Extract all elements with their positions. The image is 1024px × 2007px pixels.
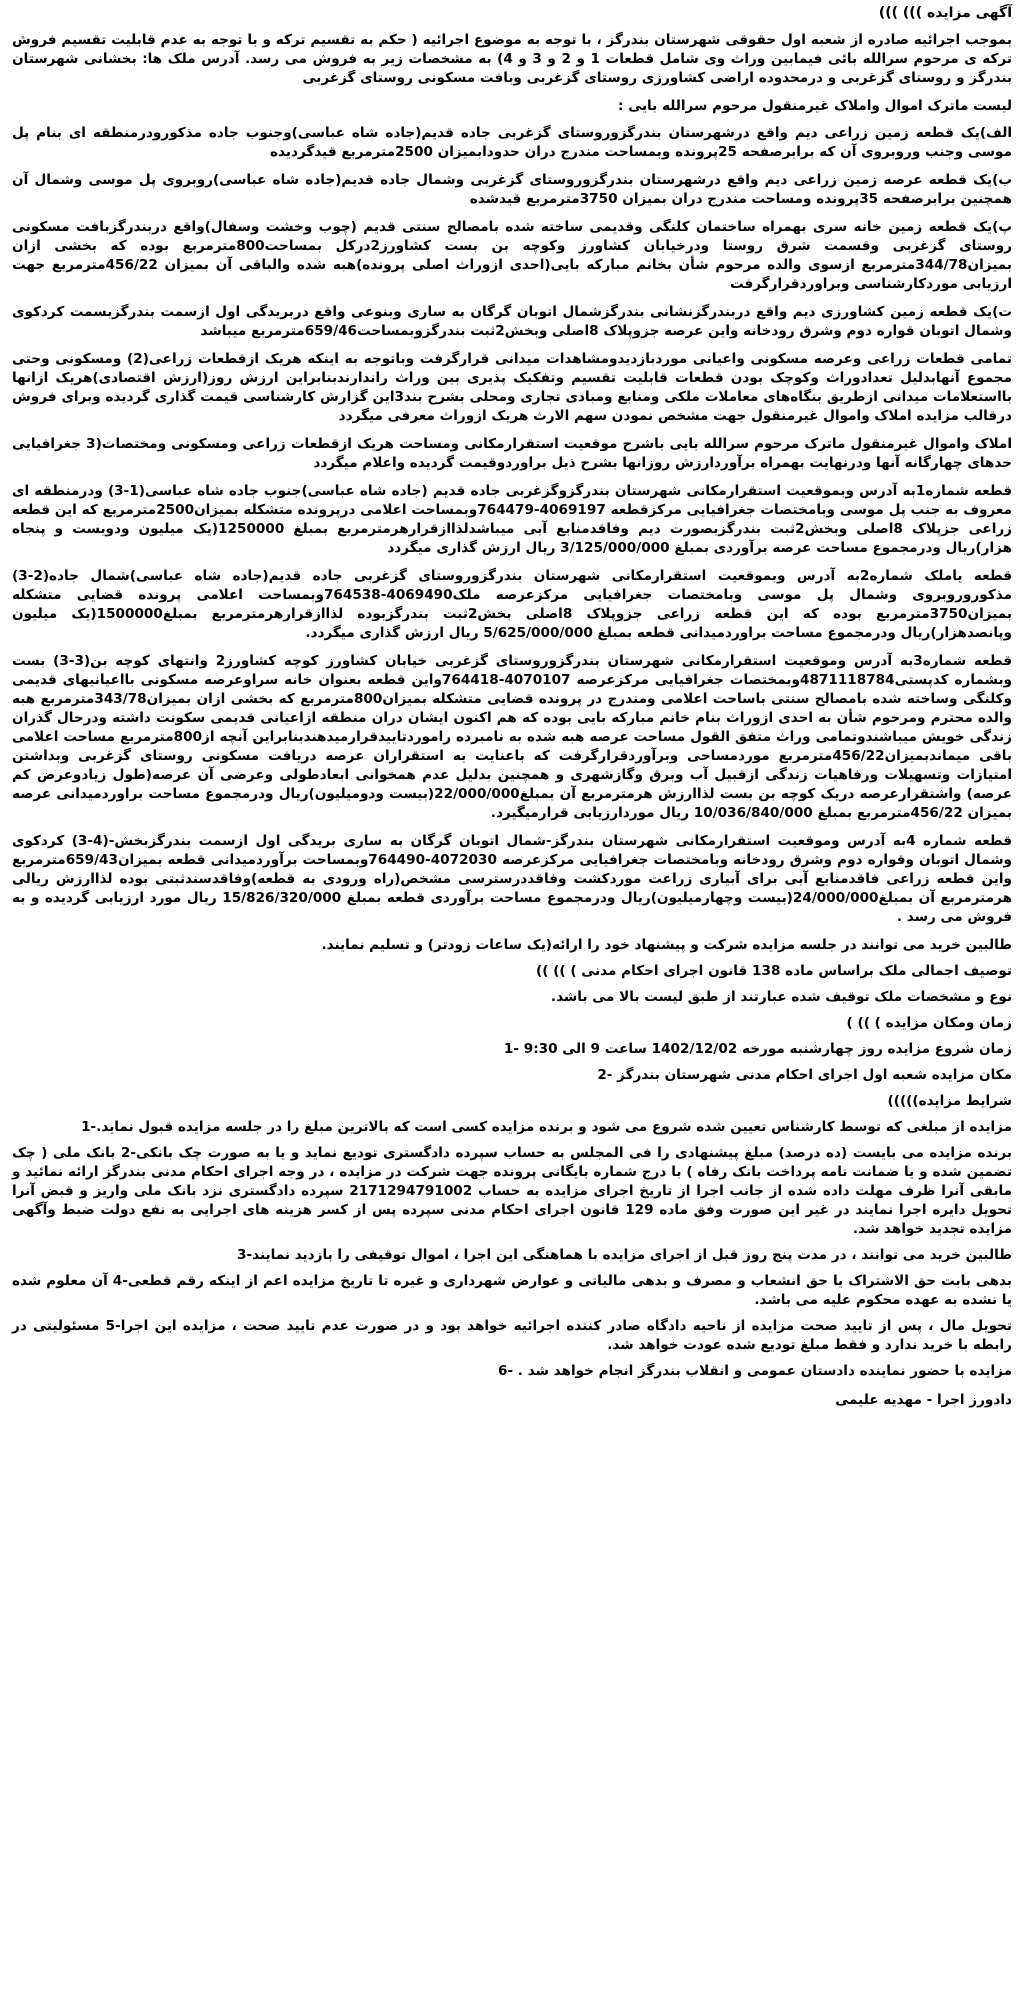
condition-5: تحویل مال ، پس از تایید صحت مزایده از ناحیه دادگاه صادر کننده اجرائیه خواهد بود و در صورت عدم تایید صحت ، مزایده این اجرا-5 مسئولیتی در رابطه با خرید ندارد و فقط مبلغ تودیع شده عودت خواهد شد.	[12, 1318, 1012, 1353]
description-line: توصیف اجمالی ملک براساس ماده 138 قانون اجرای احکام مدنی ) )) ))	[536, 963, 1012, 979]
parcel-3: قطعه شماره3به آدرس وموقعیت استقرارمکانی شهرستان بندرگزوروستای گزغربی خیابان کشاورز کوچه کشاورز2 وانتهای کوچه بن(3-3) بست وبشماره کدپستی4871118784وبمختصات جغرافیایی مرکزعرصه 4070107-764418واین قطعه بعنوان خانه سراوعرصه مسکونی بااعیانیهای قدیمی وکلنگی وساخته شده بامصالح سنتی باساحت اعلامی ومندرج در پرونده قضایی متشکله بمیزان800مترمربع که بخشی ازان بمیزان343/78مترمربع هبه والده محترم ومرحوم شأن به احدی ازوراث بنام خانم مبارکه بایی بوده که هم اکنون ایشان دران منطقه ازاعیانی قدیمی سکونت داشته ودرحال گذران زندگی خویش میباشندوتمامی وراث متفق القول مساحت عرصه هبه شده به نامبرده راموردتاییدقرارمیدهندبنابراین آنچه از800مترمربع مساحت اعلامی باقی میماندبمیزان456/22مترمربع موردمساحی وبرآوردقرارگرفت که باعنایت به استقراران عرصه دریافت مسکونی روستای گزغربی وبداشتن امتیازات وتسهیلات ورفاهیات زندگی ازقبیل آب وبرق وگازشهری و همچنین بدلیل عدم همخوانی ابعادطولی وعرضی آن عرصه(طول زیادوعرض کم عرصه) واشتقرارعرصه دریک کوچه بن بست لذاارزش هرمترمربع آن بمبلغ22/000/000(بیست ودومیلیون)ریال ودرمجموع مساحت براوردمیدانی عرصه بمیزان 456/22مترمربع بمبلغ 10/036/840/000 ریال موردارزیابی قرارمیگیرد.	[12, 653, 1013, 821]
asset-item-te: ت)یک قطعه زمین کشاورزی دیم واقع دربندرگزنشانی بندرگزشمال اتوبان گرگان به ساری وبنوعی واقع دربریدگی اول ازسمت بندرگزبسمت کردکوی وشمال اتوبان قواره دوم وشرق رودخانه واین عرصه جزوپلاک 8اصلی وبخش2ثبت بندرگزوبمساحت659/46مترمربع میباشد	[12, 304, 1012, 339]
parcel-2: قطعه یاملک شماره2به آدرس وبموقعیت استقرارمکانی شهرستان بندرگزوروستای گزغربی جاده قدیم(جاده شاه عباسی)شمال جاده(2-3) مذکوروروبروی وشمال پل موسی وبامختصات جغرافیایی مرکزعرصه ملک4069490-764538وبمساحت اعلامی پرونده قضایی متشکله بمیزان3750مترمربع بوده که این قطعه زراعی جزوپلاک 8اصلی بخش2ثبت بندرگزبوده لذاازقرارهرمترمربع بمبلغ1500000(یک میلیون وپانصدهزار)ریال ودرمجموع مساحت براوردمیدانی قطعه بمبلغ 5/625/000/000 ریال ارزش گذاری میگردد.	[12, 568, 1012, 641]
condition-4: بدهی بابت حق الاشتراک یا حق انشعاب و مصرف و بدهی مالیاتی و عوارض شهرداری و غیره تا تاریخ مزایده اعم از اینکه رقم قطعی-4 آن معلوم شده یا نشده به عهده محکوم علیه می باشد.	[12, 1273, 1012, 1308]
auction-time: زمان شروع مزایده روز چهارشنبه مورخه 1402/12/02 ساعت 9 الی 9:30 -1	[503, 1041, 1012, 1057]
type-line: نوع و مشخصات ملک توقیف شده عبارتند از طبق لیست بالا می باشد.	[550, 989, 1012, 1005]
condition-6: مزایده با حضور نماینده دادستان عمومی و انقلاب بندرگز انجام خواهد شد . -6	[497, 1363, 1012, 1379]
signature: دادورز اجرا - مهدیه علیمی	[835, 1392, 1012, 1408]
time-place-heading: زمان ومکان مزایده ) )) )	[846, 1015, 1012, 1031]
conditions-heading: شرایط مزایده)))))	[887, 1093, 1012, 1109]
asset-item-alef: الف)یک قطعه زمین زراعی دیم واقع درشهرستان بندرگزوروستای گزغربی جاده قدیم(جاده شاه عباسی)وجنوب جاده مذکورودرمنطقه ای بنام پل موسی وجنب وروبروی آن که برابرصفحه 25پرونده وبمساحت مندرج دران حدودابمیزان 2500مترمربع قیدگردیده	[12, 125, 1012, 160]
notice-intro: بموجب اجرائیه صادره از شعبه اول حقوقی شهرستان بندرگز ، با توجه به موضوع اجرائیه ( حکم به تقسیم ترکه و با توجه به عدم قابلیت تقسیم فروش ترکه ی مرحوم سرالله بائی فیمابین وراث وی شامل قطعات 1 و 2 و 3 و 4) به مشخصات زیر به فروش می رسد. آدرس ملک ها: بخشانی شهرستان بندرگز و روستای گزغربی و درمحدوده اراضی کشاورزی روستای گزغربی وبافت مسکونی روستای گزغربی	[12, 32, 1012, 86]
parcel-4: قطعه شماره 4به آدرس وموقعیت استقرارمکانی شهرستان بندرگز-شمال اتوبان گرگان به ساری بریدگی اول ازسمت بندرگزبخش-(4-3) کردکوی وشمال اتوبان وقواره دوم وشرق رودخانه وبامختصات جغرافیایی مرکزعرصه 4072030-764490وبمساحت برآوردمیدانی قطعه بمیزان659/43مترمربع واین قطعه زراعی فاقدمنابع آبی برای آبیاری زراعت موردکشت وفاقددرسترسی مشخص(راه ورودی به قطعه)وفاقدسندثبتی بوده لذاارزش ریالی هرمترمربع آن بمبلغ24/000/000(بیست وچهارمیلیون)ریال ودرمجموع مساحت برآوردی قطعه بمبلغ 15/826/320/000 ریال مورد ارزیابی گردیده و به فروش می رسد .	[12, 833, 1013, 925]
valuation-paragraph-2: تمامی قطعات زراعی وعرصه مسکونی واعیانی موردبازدیدومشاهدات میدانی قرارگرفت وباتوجه به اینکه هریک ازقطعات زراعی(2) ومسکونی وحتی مجموع آنهابدلیل تعدادوراث وکوچک بودن قطعات قابلیت تقسیم وتفکیک پذیری بین وراث راندارندبنابراین ارزش روز(ارزش اقتصادی)هریک ازانها بااستعلامات میدانی ازطریق بنگاه‌های معاملات ملکی ومنابع ومبادی تجاری ومحلی بشرح بند3این گزارش کارشناسی قیمت گذاری گردیده وبرای فروش درقالب مزایده املاک واموال غیرمنقول جهت مشخص نمودن سهم الارث هریک ازوراث معرفی میگردد	[12, 351, 1012, 424]
notice-title: آگهی مزایده ))) )))	[878, 5, 1012, 21]
valuation-paragraph-3: املاک واموال غیرمنقول ماترک مرحوم سرالله بایی باشرح موقعیت استقرارمکانی ومساحت هریک ازقطعات زراعی ومسکونی ومختصات(3 جغرافیایی حدهای چهارگانه آنها ودرنهایت بهمراه برآوردارزش روزانها بشرح ذیل براوردوقیمت گردیده واعلام میگردد	[12, 436, 1012, 471]
condition-2: برنده مزایده می بایست (ده درصد) مبلغ پیشنهادی را فی المجلس به حساب سپرده دادگستری تودیع نماید و یا به صورت چک بانکی-2 بانک ملی ( چک تضمین شده و یا ضمانت نامه پرداخت بانک رفاه ) با درج شماره بایگانی پرونده جهت شرکت در مزایده ، در وجه اجرای احکام مدنی بندرگز ارائه نمائید و مابقی آنرا ظرف مهلت داده شده از جانب اجرا از تاریخ اجرای مزایده به حساب 2171294791002 سپرده دادگستری نزد بانک ملی واریز و قبض آنرا تحویل دایره اجرا نمایند در غیر این صورت وفق ماده 129 قانون اجرای احکام مدنی سپرده پس از کسر هزینه های اجرایی به نفع دولت ضبط وآگهی مزایده تجدید خواهد شد.	[12, 1145, 1012, 1237]
condition-1: مزایده از مبلغی که توسط کارشناس تعیین شده شروع می شود و برنده مزایده کسی است که بالاترین مبلغ را در جلسه مزایده قبول نماید.-1	[81, 1119, 1012, 1135]
assets-list-heading: لیست ماترک اموال واملاک غیرمنقول مرحوم سرالله بایی :	[618, 98, 1012, 114]
parcel-1: قطعه شماره1به آدرس وبموقعیت استقرارمکانی شهرستان بندرگزوگزغربی جاده قدیم (جاده شاه عباسی)جنوب جاده شاه عباسی(1-3) ودرمنطقه ای معروف به جنب پل موسی وبامختصات جغرافیایی مرکزقطعه 4069197-764479وبمساحت اعلامی درپرونده متشکله بمیزان2500مترمربع که این قطعه زراعی جزپلاک 8اصلی وبخش2ثبت بندرگزبصورت دیم وفاقدمنابع آبی میباشدلذاازقرارهرمترمربع بمبلغ 1250000(یک میلیون ودویست و پنجاه هزار)ریال ودرمجموع مساحت عرصه برآوردی بمبلغ 3/125/000/000 ریال ارزش گذاری میگردد	[12, 483, 1013, 556]
auction-place: مکان مزایده شعبه اول اجرای احکام مدنی شهرستان بندرگز -2	[597, 1067, 1012, 1083]
condition-3: طالبین خرید می توانند ، در مدت پنج روز قبل از اجرای مزایده با هماهنگی این اجرا ، اموال توقیفی را بازدید نمایند-3	[237, 1247, 1012, 1263]
asset-item-pe: پ)یک قطعه زمین خانه سری بهمراه ساختمان کلنگی وقدیمی ساخته شده بامصالح سنتی قدیم (چوب وخشت وسفال)واقع دربندرگزبافت مسکونی روستای گزغربی وقسمت شرق روستا ودرخیابان کشاورز وکوچه بن بست کشاورز2درکل بمساحت800مترمربع بوده که بخشی ازان بمیزان344/78مترمربع ازسوی والده مرحوم شأن بخانم مبارکه بایی(احدی ازوراث اصلی پرونده)هبه شده والباقی آن بمیزان 456/22مترمربع جهت ارزیابی موردکارشناسی وبراوردقرارگرفت	[12, 219, 1012, 292]
asset-item-be: ب)یک قطعه عرصه زمین زراعی دیم واقع درشهرستان بندرگزوروستای گزغربی وشمال جاده قدیم(جاده شاه عباسی)روبروی پل موسی وشمال آن همچنین برابرصفحه 35پرونده ومساحت مندرج دران بمیزان 3750مترمربع قیدشده	[12, 172, 1012, 207]
bidders-note: طالبین خرید می توانند در جلسه مزایده شرکت و پیشنهاد خود را ارائه(یک ساعات زودتر) و تسلیم نمایند.	[321, 937, 1012, 953]
